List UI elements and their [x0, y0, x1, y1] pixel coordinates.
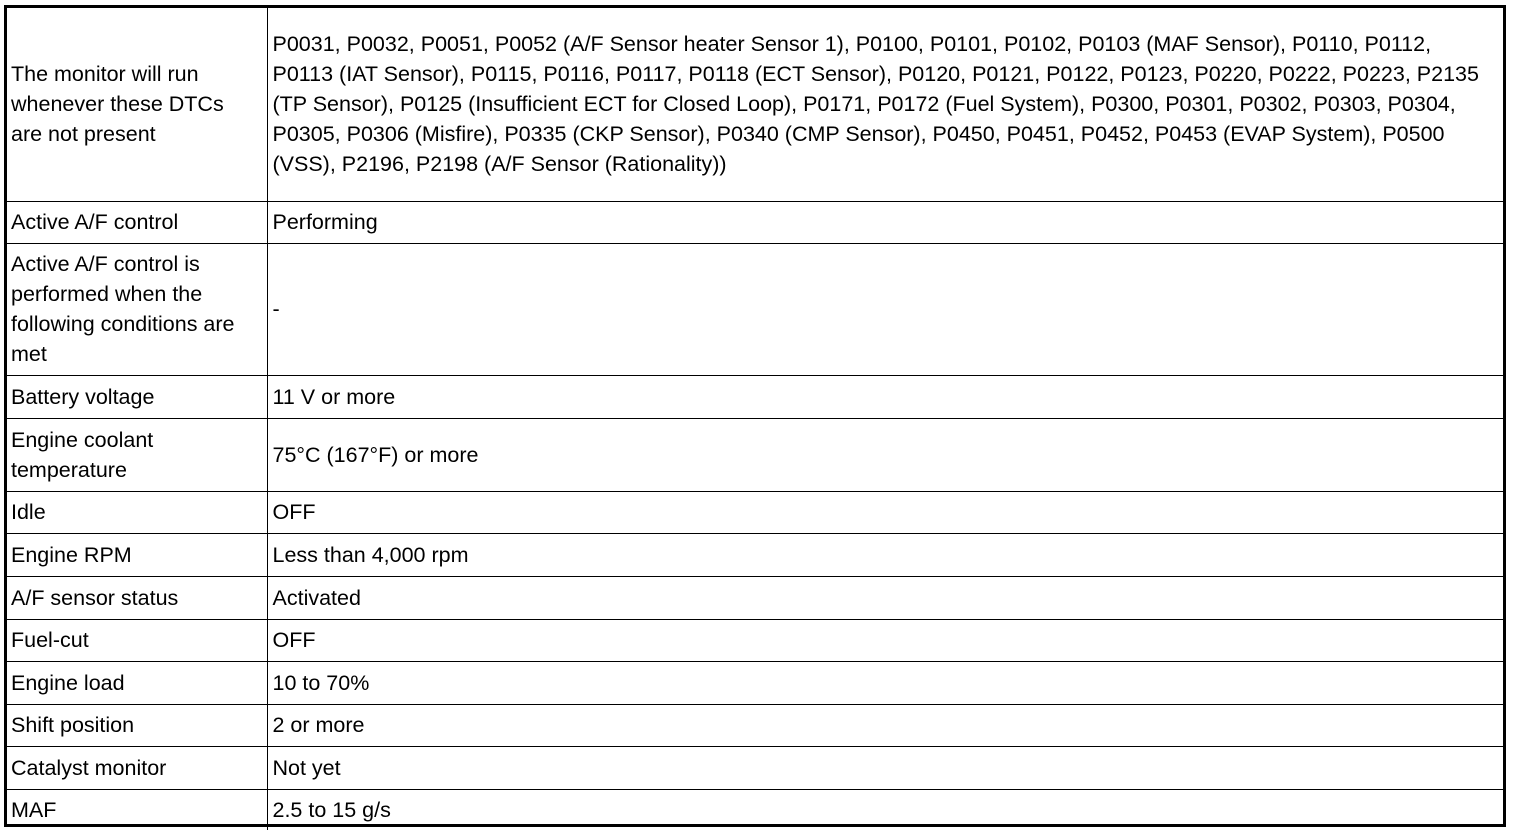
conditions-table — [7, 8, 1503, 830]
value-cell: 11 V or more — [267, 375, 1503, 418]
table-row — [7, 243, 1503, 375]
param-cell: A/F sensor status — [7, 576, 267, 619]
param-cell: Engine RPM — [7, 533, 267, 576]
value-cell: Performing — [267, 201, 1503, 243]
table-row — [7, 576, 1503, 619]
table-row — [7, 661, 1503, 704]
table-row — [7, 491, 1503, 533]
param-cell: Active A/F control is performed when the following conditions are met — [7, 243, 267, 375]
conditions-table-frame — [4, 5, 1506, 827]
value-cell: Not yet — [267, 746, 1503, 789]
param-cell: Engine coolant temperature — [7, 418, 267, 491]
table-row — [7, 746, 1503, 789]
value-cell: 10 to 70% — [267, 661, 1503, 704]
param-cell: Idle — [7, 491, 267, 533]
table-row — [7, 201, 1503, 243]
value-cell: Activated — [267, 576, 1503, 619]
param-cell: Active A/F control — [7, 201, 267, 243]
param-cell: Catalyst monitor — [7, 746, 267, 789]
param-cell: Battery voltage — [7, 375, 267, 418]
table-row — [7, 619, 1503, 661]
table-row — [7, 418, 1503, 491]
table-row — [7, 8, 1503, 201]
value-cell: OFF — [267, 491, 1503, 533]
value-cell: OFF — [267, 619, 1503, 661]
value-cell: 2 or more — [267, 704, 1503, 746]
param-cell: Fuel-cut — [7, 619, 267, 661]
table-row — [7, 704, 1503, 746]
param-cell: The monitor will run whenever these DTCs are not present — [7, 8, 267, 201]
value-cell: Less than 4,000 rpm — [267, 533, 1503, 576]
param-cell: Engine load — [7, 661, 267, 704]
param-cell: Shift position — [7, 704, 267, 746]
value-cell: - — [267, 243, 1503, 375]
table-row — [7, 789, 1503, 830]
table-row — [7, 375, 1503, 418]
param-cell: MAF — [7, 789, 267, 830]
value-cell: 2.5 to 15 g/s — [267, 789, 1503, 830]
value-cell: P0031, P0032, P0051, P0052 (A/F Sensor heater Sensor 1), P0100, P0101, P0102, P0103 (MAF Sensor), P0110, P0112, P0113 (IAT Sensor), P0115, P0116, P0117, P0118 (ECT Sensor), P0120, P0121, P0122, P0123, P0220, P0222, P0223, P2135 (TP Sensor), P0125 (Insufficient ECT for Closed Loop), P0171, P0172 (Fuel System), P0300, P0301, P0302, P0303, P0304, P0305, P0306 (Misfire), P0335 (CKP Sensor), P0340 (CMP Sensor), P0450, P0451, P0452, P0453 (EVAP System), P0500 (VSS), P2196, P2198 (A/F Sensor (Rationality)) — [267, 8, 1503, 201]
table-row — [7, 533, 1503, 576]
value-cell: 75°C (167°F) or more — [267, 418, 1503, 491]
